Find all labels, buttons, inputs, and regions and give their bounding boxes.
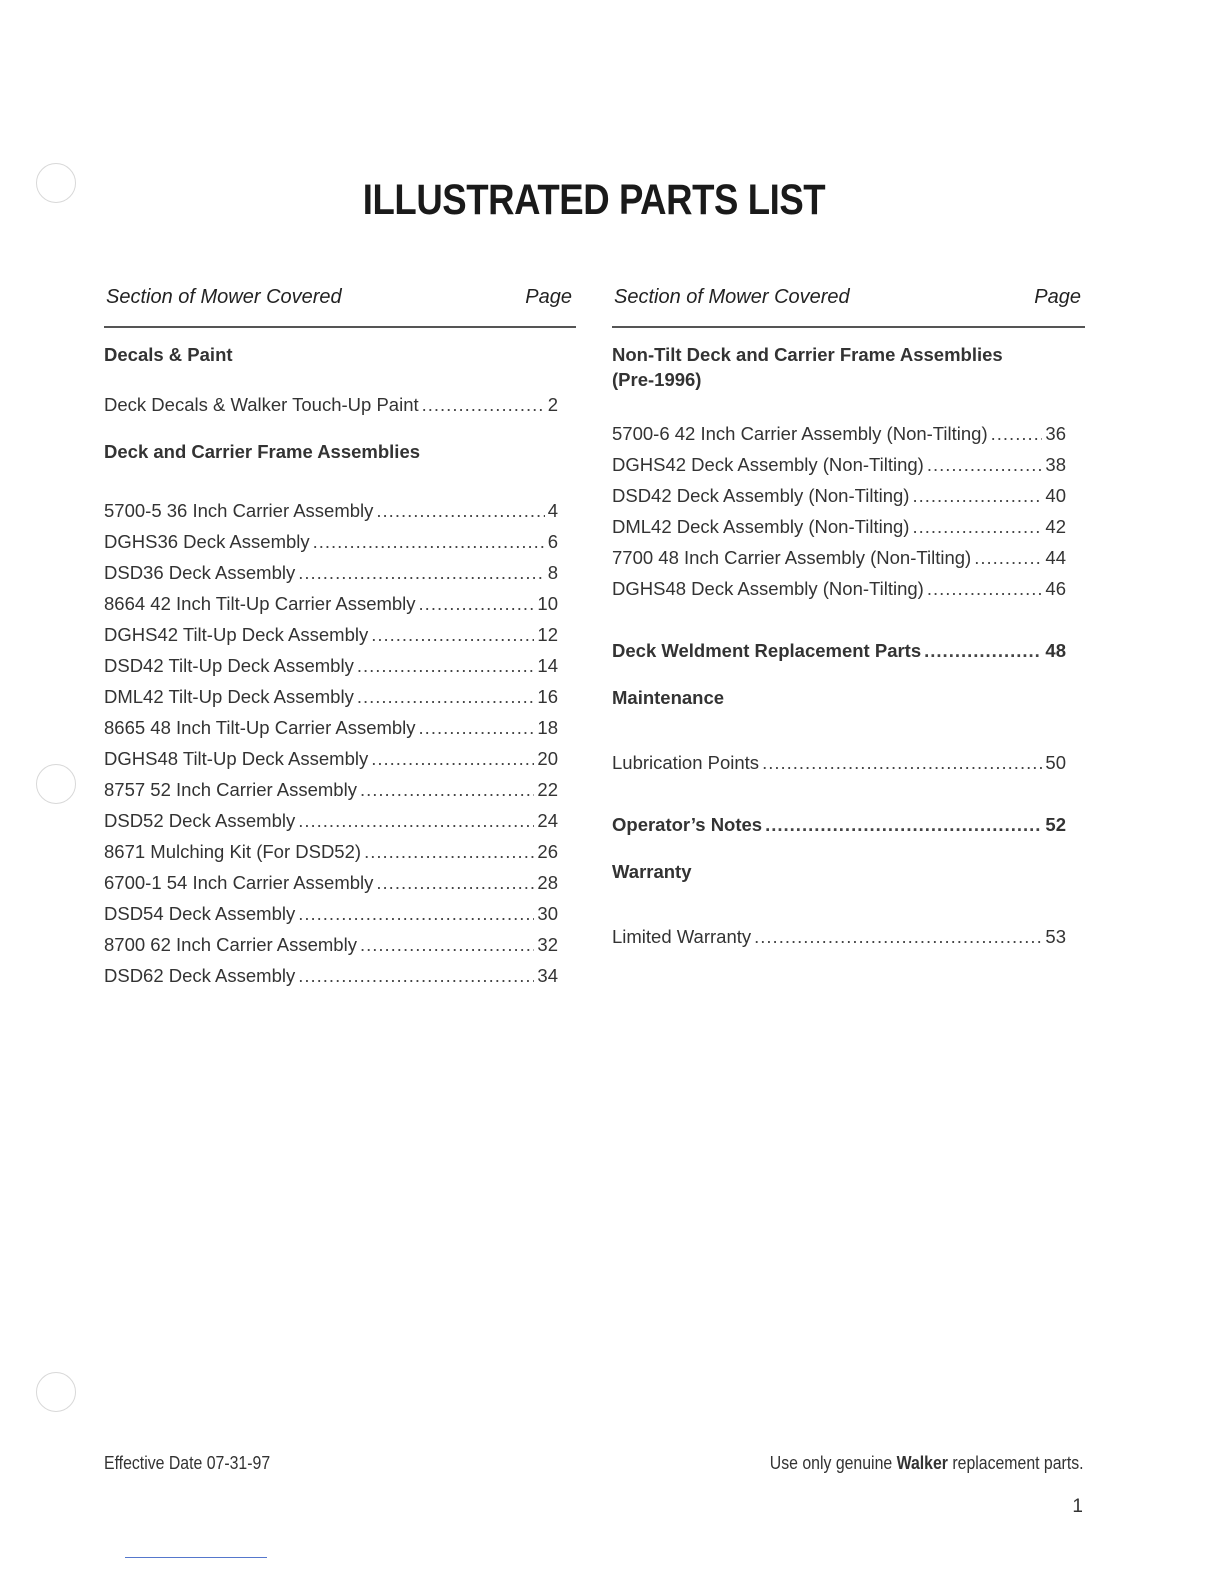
toc-entry[interactable]: DGHS36 Deck Assembly ..... 6 — [104, 526, 558, 557]
header-rule — [104, 326, 576, 328]
punch-hole-top — [36, 163, 76, 203]
section-title-warranty: Warranty — [612, 861, 692, 882]
group-operators-notes — [612, 809, 1085, 840]
toc-entry[interactable]: 5700-6 42 Inch Carrier Assembly (Non-Tilting) ..... 36 — [612, 418, 1066, 449]
toc-entry[interactable]: DGHS42 Deck Assembly (Non-Tilting) ..... 38 — [612, 449, 1066, 480]
group-warranty — [612, 921, 1085, 952]
section-title-non-tilt: Non-Tilt Deck and Carrier Frame Assemblies (Pre-1996) — [612, 344, 1003, 390]
toc-entry[interactable]: 8665 48 Inch Tilt-Up Carrier Assembly ..... 18 — [104, 712, 558, 743]
page-header-label: Page — [1034, 286, 1081, 308]
punch-hole-bottom — [36, 1372, 76, 1412]
toc-entry[interactable]: DML42 Tilt-Up Deck Assembly ..... 16 — [104, 681, 558, 712]
toc-entry[interactable]: DSD36 Deck Assembly ..... 8 — [104, 557, 558, 588]
toc-entry[interactable]: Limited Warranty ..... 53 — [612, 921, 1066, 952]
toc-entry[interactable]: DGHS42 Tilt-Up Deck Assembly ..... 12 — [104, 619, 558, 650]
toc-entry[interactable]: DSD62 Deck Assembly ..... 34 — [104, 960, 558, 991]
toc-entry[interactable]: DSD42 Tilt-Up Deck Assembly ..... 14 — [104, 650, 558, 681]
toc-entry[interactable]: DSD52 Deck Assembly ..... 24 — [104, 805, 558, 836]
toc-entry[interactable]: DGHS48 Tilt-Up Deck Assembly ..... 20 — [104, 743, 558, 774]
toc-entry[interactable]: 6700-1 54 Inch Carrier Assembly ..... 28 — [104, 867, 558, 898]
effective-date: Effective Date 07-31-97 — [104, 1453, 271, 1473]
toc-entry[interactable]: DGHS48 Deck Assembly (Non-Tilting) ..... 46 — [612, 573, 1066, 604]
toc-entry[interactable]: Deck Decals & Walker Touch-Up Paint ..... 2 — [104, 389, 558, 420]
toc-entry[interactable]: 8700 62 Inch Carrier Assembly ..... 32 — [104, 929, 558, 960]
toc-entry[interactable]: DSD54 Deck Assembly ..... 30 — [104, 898, 558, 929]
section-title-deck-carrier: Deck and Carrier Frame Assemblies — [104, 441, 421, 462]
toc-entry[interactable]: 8757 52 Inch Carrier Assembly ..... 22 — [104, 774, 558, 805]
toc-entry[interactable]: 7700 48 Inch Carrier Assembly (Non-Tilting) ..... 44 — [612, 542, 1066, 573]
toc-entry[interactable]: Lubrication Points ..... 50 — [612, 747, 1066, 778]
section-header-label: Section of Mower Covered — [106, 286, 342, 308]
toc-entry[interactable]: 8671 Mulching Kit (For DSD52) ..... 26 — [104, 836, 558, 867]
page-number: 1 — [1072, 1496, 1083, 1517]
group-non-tilt — [612, 418, 1085, 604]
toc-entry[interactable]: 8664 42 Inch Tilt-Up Carrier Assembly ..... 10 — [104, 588, 558, 619]
toc-entry[interactable]: 5700-5 36 Inch Carrier Assembly ..... 4 — [104, 495, 558, 526]
section-title-maintenance: Maintenance — [612, 687, 725, 708]
genuine-parts-note: Use only genuine Walker replacement parts. — [770, 1453, 1084, 1473]
divider-line — [125, 1557, 267, 1558]
toc-column-right — [612, 286, 1085, 952]
toc-entry[interactable]: DML42 Deck Assembly (Non-Tilting) ..... 42 — [612, 511, 1066, 542]
column-header — [104, 286, 576, 320]
group-deck-carrier — [104, 495, 576, 991]
toc-entry[interactable]: DSD42 Deck Assembly (Non-Tilting) ..... 40 — [612, 480, 1066, 511]
page-header-label: Page — [525, 286, 572, 308]
toc-entry-bold[interactable]: Deck Weldment Replacement Parts ..... 48 — [612, 635, 1066, 666]
group-maintenance — [612, 747, 1085, 778]
group-decals-paint — [104, 389, 576, 420]
column-header — [612, 286, 1085, 320]
group-deck-weldment — [612, 635, 1085, 666]
brand-name: Walker — [897, 1453, 949, 1473]
toc-entry-bold[interactable]: Operator’s Notes ..... 52 — [612, 809, 1066, 840]
page-title: ILLUSTRATED PARTS LIST — [362, 176, 826, 224]
section-header-label: Section of Mower Covered — [614, 286, 850, 308]
section-title-decals-paint: Decals & Paint — [104, 344, 233, 365]
punch-hole-middle — [36, 764, 76, 804]
toc-column-left — [104, 286, 576, 991]
header-rule — [612, 326, 1085, 328]
